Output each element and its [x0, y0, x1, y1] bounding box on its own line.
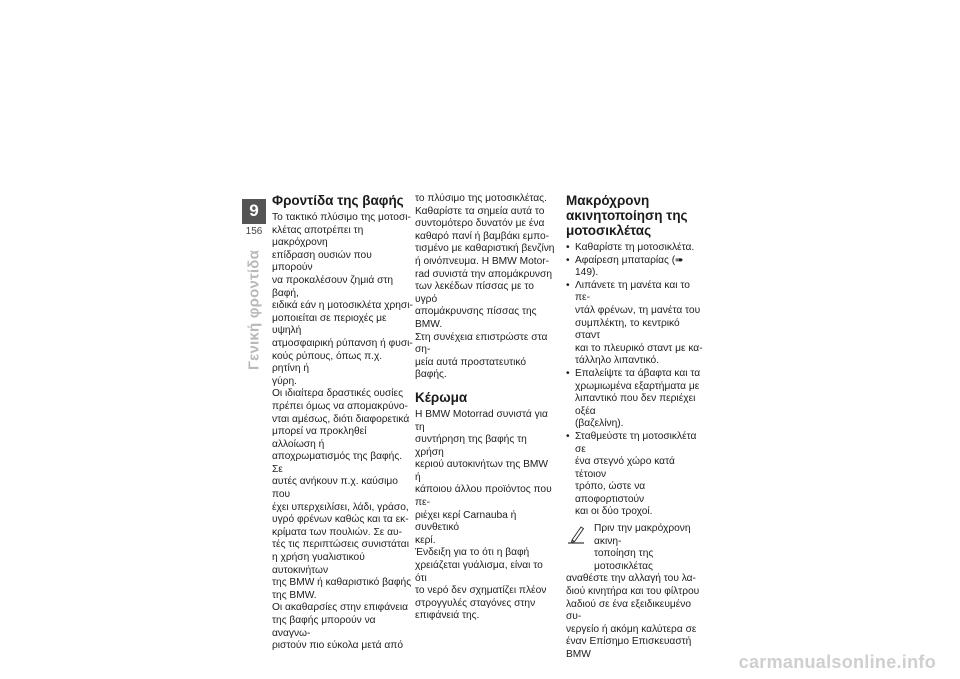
- paragraph: το πλύσιμο της μοτοσικλέτας. Καθαρίστε τα σημεία αυτά το συντομότερο δυνατόν με ένα καθαρό πανί ή βαμβάκι εμπο- τισμένο με καθαριστική βενζίνη ή οινόπνευμα. Η BMW Motor- rad συνιστά την απομάκρυνση των λεκέδων πίσσας με το υγρό απομάκρυνσης πίσσας της BMW. Στη συνέχεια επιστρώστε στα ση- μεία αυτά προστατευτικό βαφής.: [415, 193, 555, 381]
- long-term-storage-heading: Μακρόχρονη ακινητοποίηση της μοτοσικλέτας: [566, 193, 688, 238]
- chapter-side-title: Γενική φροντίδα: [245, 250, 263, 371]
- page-number: 156: [242, 223, 266, 237]
- waxing-heading: Κέρωμα: [415, 389, 468, 405]
- note-text: Πριν την μακρόχρονη ακινη- τοποίηση της μοτοσικλέτας: [594, 523, 691, 572]
- paint-care-heading: Φροντίδα της βαφής: [272, 193, 404, 208]
- list-item: • Αφαίρεση μπαταρίας (➠ 149).: [566, 255, 707, 280]
- paragraph: Η BMW Motorrad συνιστά για τη συντήρηση της βαφής τη χρήση κεριού αυτοκινήτων της BMW ή κάποιου άλλου προϊόντος που πε- ριέχει κερί Carnauba ή συνθετικό κερί.: [415, 408, 552, 546]
- storage-checklist: [566, 242, 707, 519]
- paragraph: Οι ιδιαίτερα δραστικές ουσίες πρέπει όμως να απομακρύνο- νται αμέσως, διότι διαφορετικά μπορεί να προκληθεί αλλοίωση ή αποχρωματισμός της βαφής. Σε αυτές ανήκουν π.χ. καύσιμο που έχει υπερχειλίσει, λάδι, γράσο, υγρό φρένων καθώς και τα εκ- κρίματα των πουλιών. Σε αυ- τές τις περιπτώσεις συνιστάται η χρήση γυαλιστικού αυτοκινήτων της BMW ή καθαριστικό βαφής της BMW.: [272, 388, 412, 601]
- watermark: carmanualsonline.info: [738, 652, 936, 672]
- note-pencil-icon: [566, 523, 586, 545]
- paragraph: Το τακτικό πλύσιμο της μοτοσι- κλέτας αποτρέπει τη μακρόχρονη επίδραση ουσιών που μπορούν να προκαλέσουν ζημιά στη βαφή, ειδικά εάν η μοτοσικλέτα χρησι- μοποιείται σε περιοχές με υψηλή ατμοσφαιρική ρύπανση ή φυσι- κούς ρύπους, όπως π.χ. ρητίνη ή γύρη.: [272, 212, 413, 387]
- column-3: [566, 193, 707, 662]
- list-item: • Λιπάνετε τη μανέτα και το πε- ντάλ φρένων, τη μανέτα του συμπλέκτη, το κεντρικό σταντ και το πλευρικό σταντ με κα- τάλληλο λιπαντικό.: [566, 280, 707, 368]
- note-text-continued: αναθέστε την αλλαγή του λα- διού κινητήρα και του φίλτρου λαδιού σε ένα εξειδικευμένο συ- νεργείο ή ακόμη καλύτερα σε έναν Επίσημο Επισκευαστή BMW: [566, 573, 700, 660]
- list-item: • Επαλείψτε τα άβαφτα και τα χρωμιωμένα εξαρτήματα με λιπαντικό που δεν περιέχει οξέα (βαζελίνη).: [566, 368, 707, 431]
- paragraph: Οι ακαθαρσίες στην επιφάνεια της βαφής μπορούν να αναγνω- ριστούν πιο εύκολα μετά από: [272, 602, 408, 652]
- note-block: [566, 523, 707, 662]
- chapter-tab: [242, 199, 266, 237]
- list-item: • Καθαρίστε τη μοτοσικλέτα.: [566, 242, 707, 255]
- paragraph: Ένδειξη για το ότι η βαφή χρειάζεται γυάλισμα, είναι το ότι το νερό δεν σχηματίζει πλέον στρογγυλές σταγόνες στην επιφάνειά της.: [415, 547, 547, 622]
- column-1: [272, 193, 413, 653]
- list-item: • Σταθμεύστε τη μοτοσικλέτα σε ένα στεγνό χώρο κατά τέτοιον τρόπο, ώστε να αποφορτιστούν και οι δύο τροχοί.: [566, 431, 707, 519]
- column-2: [415, 193, 556, 623]
- chapter-number: 9: [242, 199, 266, 223]
